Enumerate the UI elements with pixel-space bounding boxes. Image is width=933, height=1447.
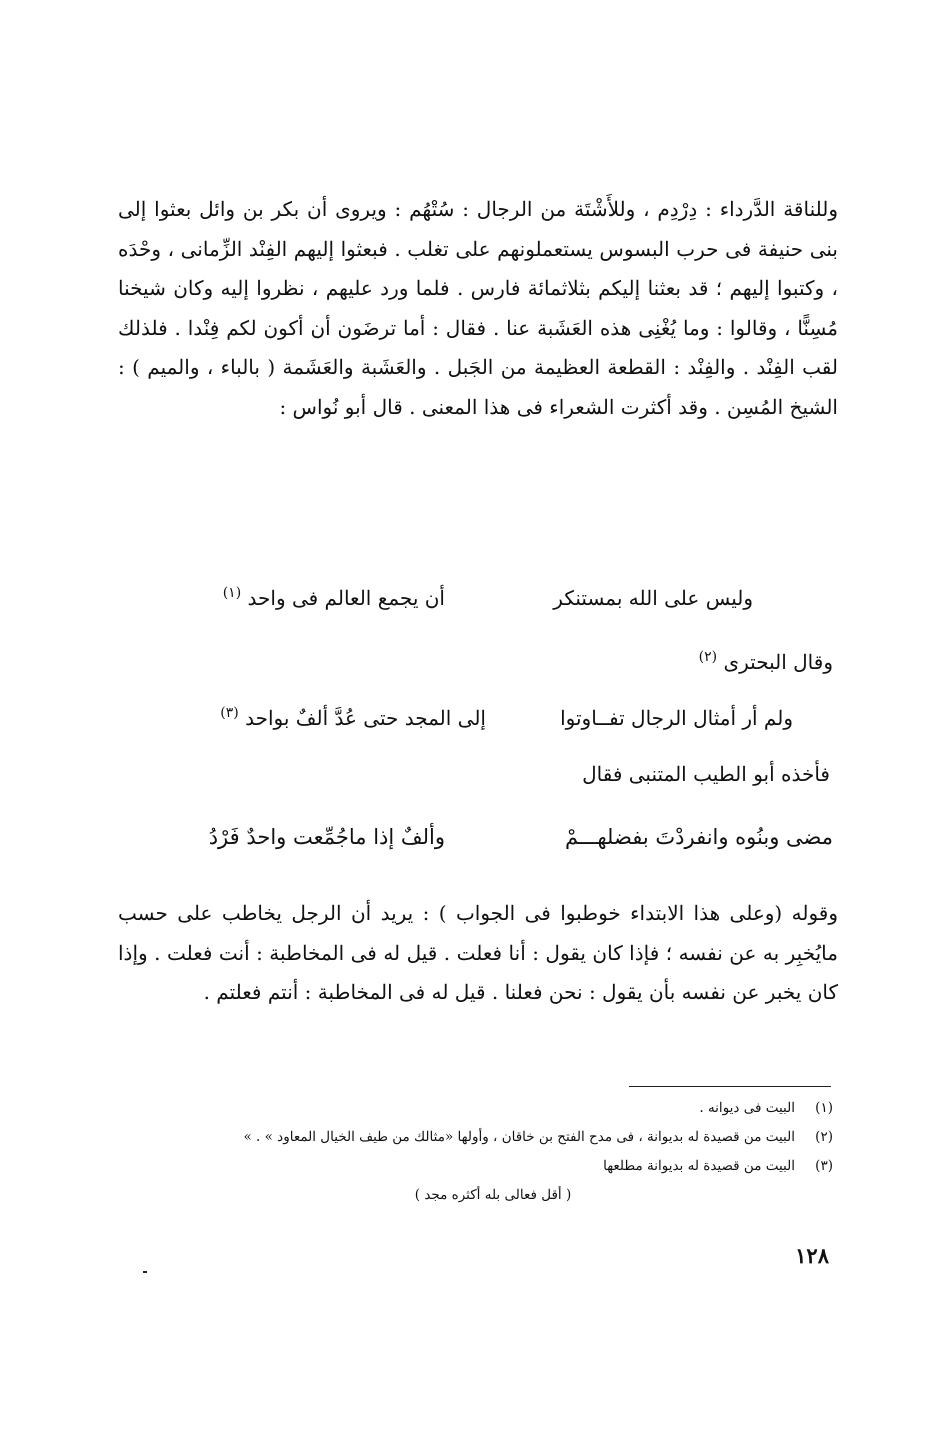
intro-line-3: فأخذه أبو الطيب المتنبى فقال [582, 762, 830, 786]
footnote-ref-3: (٣) [220, 705, 239, 721]
footnote-3 [113, 1158, 833, 1187]
poem-verse-3 [0, 825, 933, 861]
footnote-separator [629, 1086, 831, 1087]
footnote-2-text: البيت من قصيدة له بديوانة ، فى مدح الفتح بن خاقان ، وأولها «مثالك من طيف الخيال المعاود » . » [243, 1129, 795, 1145]
intro-line-2 [699, 650, 833, 674]
footnote-1-number: (١) [815, 1100, 833, 1116]
footnote-3-verse: ( أقل فعالى بله أكثره مجد ) [414, 1187, 572, 1203]
footnote-2-number: (٢) [815, 1129, 833, 1145]
footnotes [113, 1100, 833, 1216]
poem-1-first-hemistich: وليس على الله بمستنكر [553, 586, 753, 610]
main-paragraph-1: وللناقة الدَّرداء : دِرْدِم ، وللأَشْتَة من الرجال : سُتْهُم : ويروى أن بكر بن وائل بعثوا إلى بنى حنيفة فى حرب البسوس يستعملونهم على تغلب . فبعثوا إليهم الفِنْد الزِّمانى ، وحْدَه ، وكتبوا إليهم ؛ قد بعثنا إليكم بثلاثمائة فارس . فلما ورد عليهم ، نظروا إليه وكان شيخنا مُسِنًّا ، وقالوا : وما يُغْنِى هذه العَشَبة عنا . فقال : أما ترضَون أن أكون لكم فِنْدا . فلذلك لقب الفِنْد . والفِنْد : القطعة العظيمة من الجَبل . والعَشَبة والعَشَمة ( بالباء ، والميم ) : الشيخ المُسِن . وقد أكثرت الشعراء فى هذا المعنى . قال أبو نُواس : [118, 197, 838, 419]
poem-2-second-hemistich-text: إلى المجد حتى عُدَّ ألفٌ بواحد [245, 706, 486, 730]
print-speck [143, 1271, 147, 1273]
poem-3-second-hemistich: وألفٌ إذا ماجُمِّعت واحدٌ فَرْدُ [208, 825, 445, 849]
poem-3-first-hemistich: مضى وبنُوه وانفردْتَ بفضلهـــمْ [564, 825, 833, 849]
poem-verse-2 [0, 706, 933, 742]
footnote-1-text: البيت فى ديوانه . [699, 1100, 795, 1116]
page-number: ١٢٨ [795, 1243, 829, 1268]
footnote-ref-2: (٢) [698, 649, 718, 665]
poem-2-first-hemistich: ولم أر أمثال الرجال تفــاوتوا [560, 706, 793, 730]
footnote-3-number: (٣) [815, 1158, 833, 1174]
footnote-1 [113, 1100, 833, 1129]
poem-1-second-hemistich-text: أن يجمع العالم فى واحد [247, 586, 445, 610]
footnote-ref-1: (١) [222, 585, 242, 601]
footnote-2 [113, 1129, 833, 1158]
intro-2-text: وقال البحترى [723, 650, 833, 674]
poem-1-second-hemistich [223, 586, 445, 610]
poem-verse-1 [0, 586, 933, 622]
main-paragraph-2: وقوله (وعلى هذا الابتداء خوطبوا فى الجواب ) : يريد أن الرجل يخاطب على حسب مايُخبِر به عن نفسه ؛ فإذا كان يقول : أنا فعلت . قيل له فى المخاطبة : أنت فعلت . وإذا كان يخبر عن نفسه بأن يقول : نحن فعلنا . قيل له فى المخاطبة : أنتم فعلتم . [118, 901, 838, 1004]
poem-2-second-hemistich [220, 706, 486, 730]
footnote-3-text: البيت من قصيدة له بديوانة مطلعها [603, 1158, 795, 1174]
